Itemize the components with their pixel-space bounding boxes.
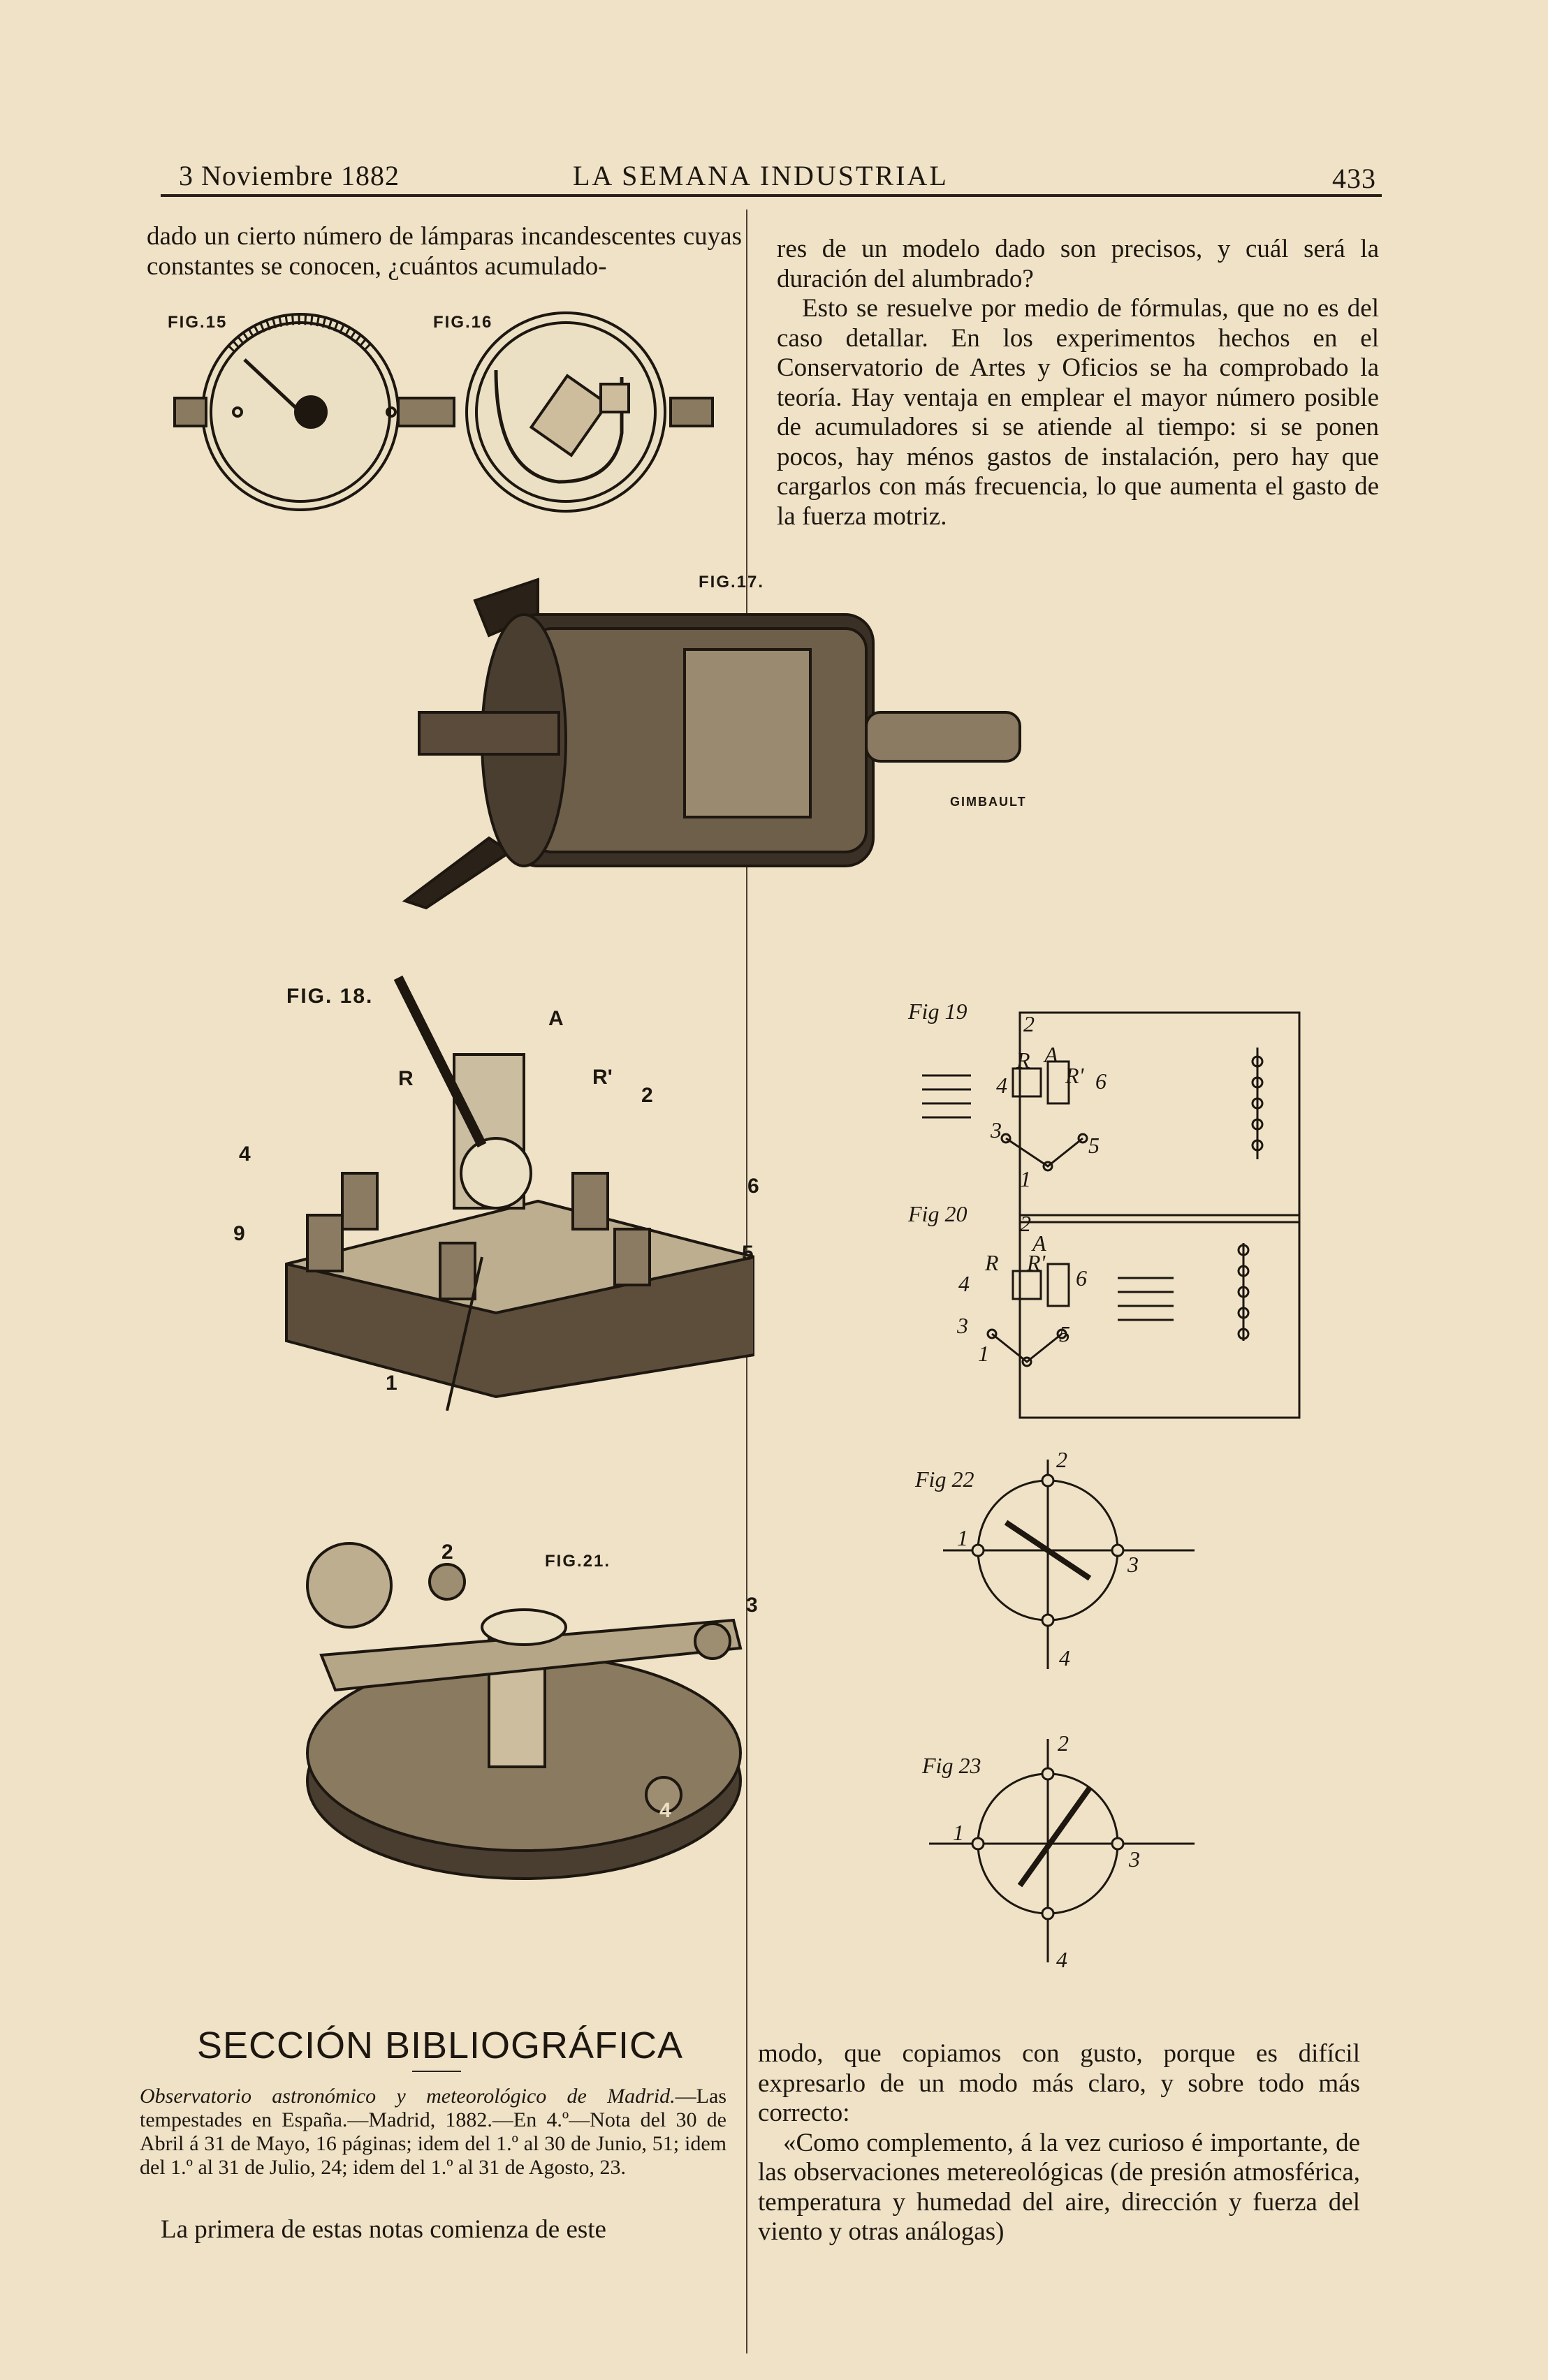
fig19-label-2: 2: [1023, 1011, 1035, 1036]
fig18-label: FIG. 18.: [286, 985, 374, 1008]
header-date: 3 Noviembre 1882: [179, 160, 400, 191]
right-top-paragraph-1: res de un modelo dado son precisos, y cuál será la duración del alumbrado?: [777, 235, 1379, 293]
fig18-label-1: 1: [386, 1372, 397, 1395]
fig19-label-5: 5: [1088, 1133, 1100, 1158]
fig20-label-3: 3: [957, 1313, 968, 1338]
header-publication: LA SEMANA INDUSTRIAL: [573, 160, 949, 191]
fig20-label-r: R: [985, 1250, 999, 1275]
fig19-label-6: 6: [1095, 1068, 1107, 1094]
figure-15-16: [168, 293, 726, 545]
section-title-rule: [412, 2071, 461, 2072]
fig17-label: FIG.17.: [699, 573, 765, 592]
fig18-label-a: A: [548, 1007, 564, 1030]
fig21-label-4: 4: [659, 1799, 671, 1822]
fig19-label-4: 4: [996, 1073, 1007, 1098]
fig19-label: Fig 19: [908, 999, 968, 1024]
fig15-label: FIG.15: [168, 313, 228, 332]
fig22-label-3: 3: [1127, 1552, 1139, 1577]
fig20-label: Fig 20: [908, 1201, 968, 1226]
left-column-bottom: [161, 2215, 726, 2245]
fig20-label-5: 5: [1059, 1321, 1070, 1346]
bibliography-entry-body: —Las tempestades en España.—Madrid, 1882.—En 4.º—Nota del 30 de Abril á 31 de Mayo, 16 páginas; idem del 1.º al 30 de Junio, 51; idem del 1.º al 31 de Julio, 24; idem del 1.º al 31 de Agosto, 23.: [140, 2085, 726, 2179]
fig18-label-4: 4: [239, 1143, 251, 1166]
fig19-label-r: R: [1016, 1048, 1030, 1073]
fig18-label-5: 5: [742, 1242, 754, 1265]
figure-21: [293, 1501, 758, 1920]
fig23-label: Fig 23: [922, 1753, 981, 1778]
fig18-label-r1: R': [592, 1066, 613, 1089]
left-column-top: [147, 222, 742, 281]
fig21-label-2: 2: [441, 1541, 453, 1564]
figure-17: [349, 573, 1062, 922]
fig18-label-6: 6: [747, 1175, 759, 1198]
figure-22: [901, 1446, 1250, 1697]
figure-19: [908, 999, 1313, 1236]
fig22-label-2: 2: [1056, 1447, 1067, 1472]
figure-18: [233, 964, 759, 1411]
fig22-label: Fig 22: [915, 1467, 974, 1492]
fig18-label-r: R: [398, 1067, 414, 1090]
header-page-number: 433: [1332, 163, 1376, 194]
fig23-label-3: 3: [1129, 1846, 1140, 1872]
fig23-label-1: 1: [953, 1820, 964, 1845]
fig23-label-4: 4: [1056, 1947, 1067, 1972]
fig22-label-4: 4: [1059, 1645, 1070, 1670]
figure-23: [901, 1725, 1250, 1990]
right-bottom-paragraph-2: «Como complemento, á la vez curioso é importante, de las observaciones metereológicas (de presión atmosférica, temperatura y humedad del aire, dirección y fuerza del viento y otras análogas): [758, 2128, 1360, 2246]
section-title: SECCIÓN BIBLIOGRÁFICA: [196, 2025, 684, 2066]
fig18-label-9: 9: [233, 1222, 245, 1245]
fig18-label-2: 2: [641, 1084, 653, 1107]
fig20-label-r1: R': [1027, 1250, 1046, 1275]
fig19-label-3: 3: [991, 1117, 1002, 1143]
fig20-label-6: 6: [1076, 1265, 1087, 1291]
fig21-label: FIG.21.: [545, 1552, 611, 1571]
right-column-top: [777, 235, 1379, 531]
right-top-paragraph-2: Esto se resuelve por medio de fórmulas, que no es del caso detallar. En los experimentos hechos en el Conservatorio de Artes y Oficios se ha comprobado la teoría. Hay ventaja en emplear el mayor número posible de acumuladores si se atiende al tiempo: si se ponen pocos, hay ménos gastos de instalación, pero hay que cargarlos con más frecuencia, lo que aumenta el gasto de la fuerza motriz.: [777, 294, 1379, 531]
fig19-label-r1: R': [1065, 1063, 1084, 1088]
fig19-label-a: A: [1044, 1042, 1058, 1067]
left-top-paragraph: dado un cierto número de lámparas incandescentes cuyas constantes se conocen, ¿cuántos acumulado-: [147, 222, 742, 281]
fig20-label-a: A: [1032, 1231, 1046, 1256]
fig19-label-1: 1: [1020, 1166, 1031, 1191]
right-column-bottom: [758, 2039, 1360, 2247]
fig16-label: FIG.16: [433, 313, 493, 332]
header-rule: [161, 194, 1382, 197]
figure-20: [908, 1201, 1313, 1432]
fig20-label-1: 1: [978, 1341, 989, 1366]
right-bottom-paragraph-1: modo, que copiamos con gusto, porque es difícil expresarlo de un modo más claro, y sobre todo más correcto:: [758, 2039, 1360, 2127]
fig20-label-2: 2: [1020, 1211, 1031, 1236]
fig21-label-3: 3: [746, 1594, 758, 1617]
engraver-mark: GIMBAULT: [950, 795, 1027, 809]
fig23-label-2: 2: [1058, 1731, 1069, 1756]
bibliography-entry: [140, 2085, 726, 2180]
fig22-label-1: 1: [957, 1525, 968, 1550]
fig20-label-4: 4: [958, 1271, 970, 1296]
left-bottom-paragraph: La primera de estas notas comienza de este: [161, 2215, 606, 2244]
page-header: [140, 152, 1383, 194]
bibliography-entry-title: Observatorio astronómico y meteorológico de Madrid.: [140, 2085, 676, 2108]
